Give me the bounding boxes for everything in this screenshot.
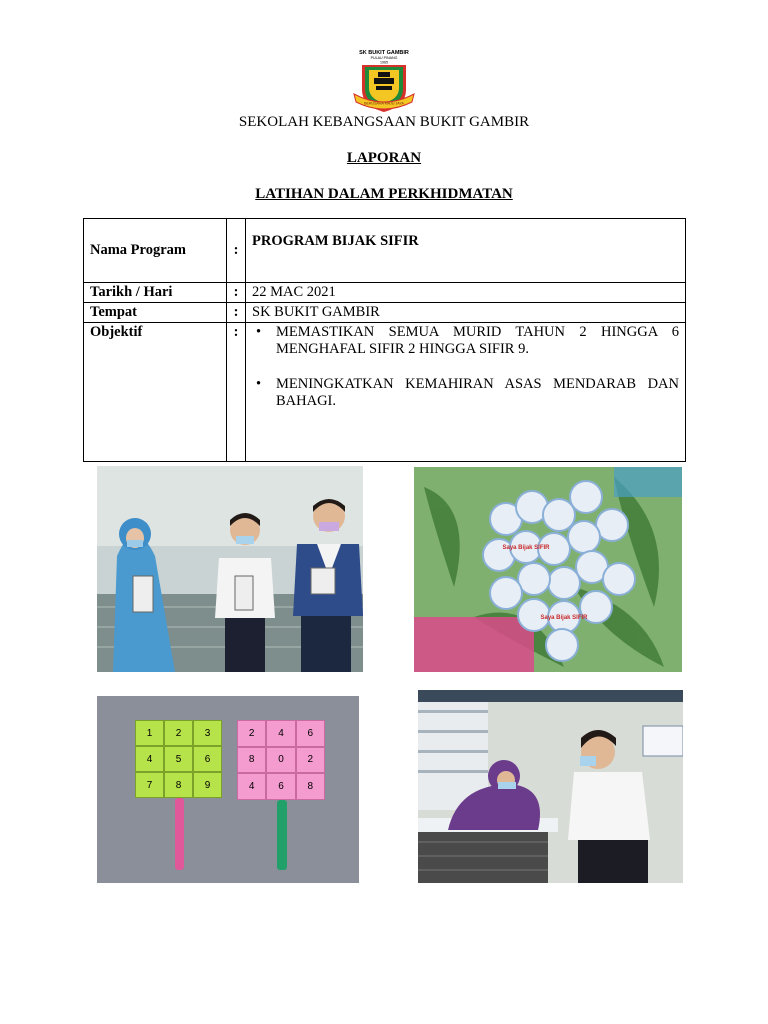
pink-number-card xyxy=(237,720,325,800)
report-subtitle: LATIHAN DALAM PERKHIDMATAN xyxy=(255,186,513,202)
row-value: 22 MAC 2021 xyxy=(246,283,686,303)
card-number: 7 xyxy=(135,772,164,798)
row-separator: : xyxy=(227,219,246,283)
photo-illustration xyxy=(97,466,363,672)
card-number: 4 xyxy=(266,720,295,747)
row-value: SK BUKIT GAMBIR xyxy=(246,303,686,323)
photo-badges xyxy=(414,467,682,672)
card-number: 6 xyxy=(296,720,325,747)
badge-text: Saya Bijak SIFIR xyxy=(502,545,550,551)
photo-teacher-testing-pupil xyxy=(418,690,683,883)
logo-ribbon-text: BERUSAHA MAJU JAYA xyxy=(364,101,404,106)
card-number: 4 xyxy=(135,746,164,772)
row-label: Tempat xyxy=(84,303,227,323)
table-row-objectives xyxy=(84,323,686,462)
card-number: 5 xyxy=(164,746,193,772)
card-number: 1 xyxy=(135,720,164,746)
badge-text: Saya Bijak SIFIR xyxy=(540,615,588,621)
card-number: 3 xyxy=(193,720,222,746)
card-number: 2 xyxy=(237,720,266,747)
card-number: 8 xyxy=(296,773,325,800)
row-label: Objektif xyxy=(84,323,227,462)
pink-stick xyxy=(175,798,184,870)
photo-illustration xyxy=(418,690,683,883)
table-row-program xyxy=(84,219,686,283)
card-number: 8 xyxy=(237,747,266,774)
row-label: Tarikh / Hari xyxy=(84,283,227,303)
photo-number-cards xyxy=(97,696,359,883)
objectives-list xyxy=(252,324,679,410)
objective-item: • MEMASTIKAN SEMUA MURID TAHUN 2 HINGGA 6 MENGHAFAL SIFIR 2 HINGGA SIFIR 9. xyxy=(252,324,679,358)
school-name: SEKOLAH KEBANGSAAN BUKIT GAMBIR xyxy=(238,114,530,130)
program-info-table xyxy=(83,218,686,462)
card-number: 9 xyxy=(193,772,222,798)
row-separator: : xyxy=(227,303,246,323)
table-row-date xyxy=(84,283,686,303)
green-stick xyxy=(277,800,287,870)
card-number: 2 xyxy=(296,747,325,774)
table-row-place xyxy=(84,303,686,323)
logo-year-text: 1965 xyxy=(380,60,388,65)
card-number: 2 xyxy=(164,720,193,746)
row-label: Nama Program xyxy=(84,219,227,283)
row-separator: : xyxy=(227,323,246,462)
row-value xyxy=(246,323,686,462)
photo-teacher-and-pupils xyxy=(97,466,363,672)
card-number: 6 xyxy=(266,773,295,800)
card-number: 4 xyxy=(237,773,266,800)
card-number: 8 xyxy=(164,772,193,798)
objective-item: • MENINGKATKAN KEMAHIRAN ASAS MENDARAB DAN BAHAGI. xyxy=(252,376,679,410)
logo-top-text: SK BUKIT GAMBIR xyxy=(359,50,409,56)
card-number: 0 xyxy=(266,747,295,774)
photo-illustration xyxy=(414,467,682,672)
card-number: 6 xyxy=(193,746,222,772)
report-title: LAPORAN xyxy=(346,150,422,166)
row-value: PROGRAM BIJAK SIFIR xyxy=(246,219,686,283)
green-number-card xyxy=(135,720,222,798)
row-separator: : xyxy=(227,283,246,303)
school-logo xyxy=(352,48,416,114)
logo-sub-text: PULAU PINANG xyxy=(370,56,398,60)
